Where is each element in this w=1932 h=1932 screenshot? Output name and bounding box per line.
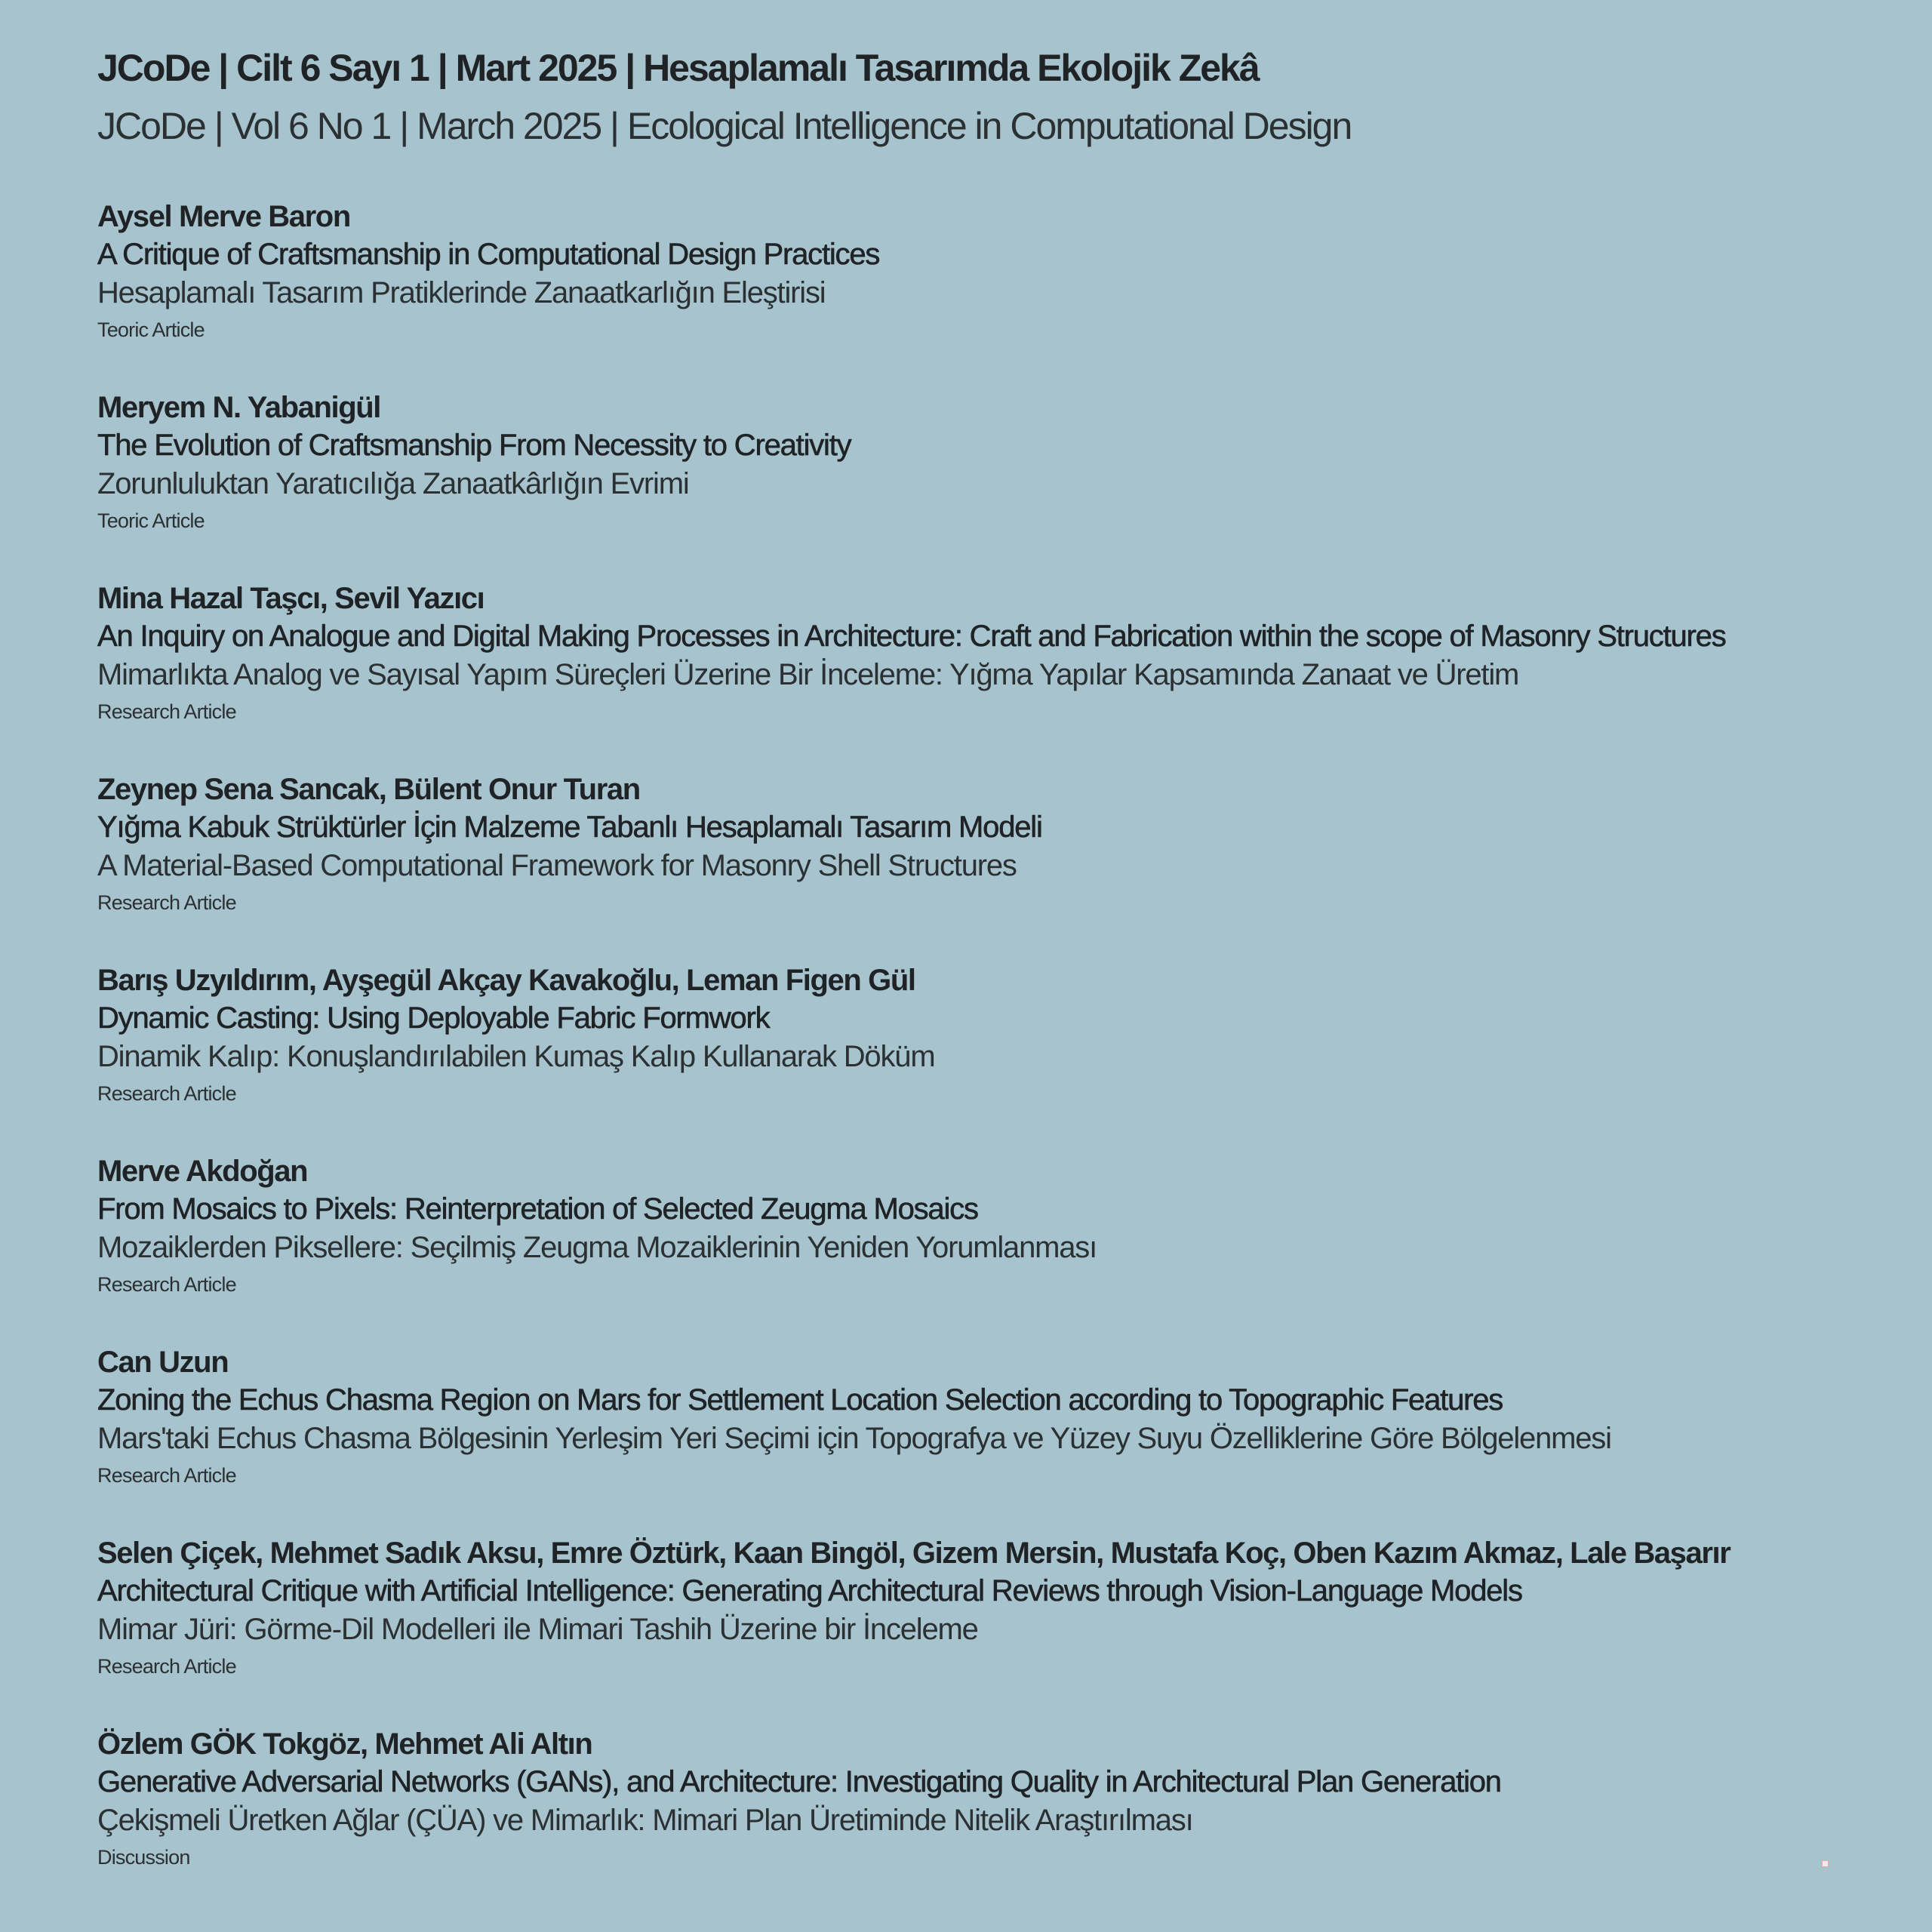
article-type: Teoric Article xyxy=(97,318,205,341)
corner-marker xyxy=(1822,1860,1829,1867)
article-title-translation: Mars'taki Echus Chasma Bölgesinin Yerleşim Yeri Seçimi için Topografya ve Yüzey Suyu Özelliklerine Göre Bölgelenmesi xyxy=(97,1422,1611,1455)
article-title: From Mosaics to Pixels: Reinterpretation of Selected Zeugma Mosaics xyxy=(97,1192,978,1226)
article-type: Research Article xyxy=(97,1464,236,1487)
article-authors: Zeynep Sena Sancak, Bülent Onur Turan xyxy=(97,773,640,806)
issue-title-turkish: JCoDe | Cilt 6 Sayı 1 | Mart 2025 | Hesaplamalı Tasarımda Ekolojik Zekâ xyxy=(97,47,1259,89)
article-title-translation: Dinamik Kalıp: Konuşlandırılabilen Kumaş Kalıp Kullanarak Döküm xyxy=(97,1040,935,1073)
article-type: Discussion xyxy=(97,1846,190,1869)
article-entry xyxy=(97,771,1833,961)
article-title: A Critique of Craftsmanship in Computational Design Practices xyxy=(97,238,880,271)
article-authors: Aysel Merve Baron xyxy=(97,200,350,233)
article-authors: Can Uzun xyxy=(97,1346,229,1379)
article-title-translation: Mimarlıkta Analog ve Sayısal Yapım Süreçleri Üzerine Bir İnceleme: Yığma Yapılar Kapsamında Zanaat ve Üretim xyxy=(97,658,1519,691)
article-title-translation: A Material-Based Computational Framework for Masonry Shell Structures xyxy=(97,849,1017,882)
article-title-translation: Zorunluluktan Yaratıcılığa Zanaatkârlığın Evrimi xyxy=(97,467,689,500)
article-type: Research Article xyxy=(97,1082,236,1105)
article-entry xyxy=(97,1343,1833,1534)
article-title: Generative Adversarial Networks (GANs), and Architecture: Investigating Quality in Architectural Plan Generation xyxy=(97,1765,1501,1798)
article-authors: Meryem N. Yabanigül xyxy=(97,391,381,424)
article-title-translation: Hesaplamalı Tasarım Pratiklerinde Zanaatkarlığın Eleştirisi xyxy=(97,276,826,309)
issue-title-english: JCoDe | Vol 6 No 1 | March 2025 | Ecological Intelligence in Computational Design xyxy=(97,105,1352,147)
article-type: Teoric Article xyxy=(97,509,205,532)
article-type: Research Article xyxy=(97,891,236,914)
article-entry xyxy=(97,1725,1833,1916)
article-title: The Evolution of Craftsmanship From Necessity to Creativity xyxy=(97,429,851,462)
article-title: An Inquiry on Analogue and Digital Making Processes in Architecture: Craft and Fabrication within the scope of Masonry Structures xyxy=(97,620,1726,653)
article-entry xyxy=(97,198,1833,389)
article-title-translation: Mimar Jüri: Görme-Dil Modelleri ile Mimari Tashih Üzerine bir İnceleme xyxy=(97,1613,978,1646)
article-type: Research Article xyxy=(97,700,236,723)
article-type: Research Article xyxy=(97,1273,236,1296)
article-title: Architectural Critique with Artificial Intelligence: Generating Architectural Reviews through Vision-Language Models xyxy=(97,1574,1522,1607)
article-title: Dynamic Casting: Using Deployable Fabric Formwork xyxy=(97,1001,770,1035)
table-of-contents xyxy=(97,42,1833,1916)
article-authors: Merve Akdoğan xyxy=(97,1155,308,1188)
article-authors: Barış Uzyıldırım, Ayşegül Akçay Kavakoğlu, Leman Figen Gül xyxy=(97,964,915,997)
article-entry xyxy=(97,389,1833,580)
article-title: Yığma Kabuk Strüktürler İçin Malzeme Tabanlı Hesaplamalı Tasarım Modeli xyxy=(97,811,1042,844)
article-entry xyxy=(97,961,1833,1152)
article-list xyxy=(97,198,1833,1916)
article-type: Research Article xyxy=(97,1655,236,1678)
article-authors: Selen Çiçek, Mehmet Sadık Aksu, Emre Öztürk, Kaan Bingöl, Gizem Mersin, Mustafa Koç, Oben Kazım Akmaz, Lale Başarır xyxy=(97,1537,1730,1570)
article-title: Zoning the Echus Chasma Region on Mars for Settlement Location Selection according to Topographic Features xyxy=(97,1383,1503,1417)
article-entry xyxy=(97,580,1833,771)
article-authors: Mina Hazal Taşcı, Sevil Yazıcı xyxy=(97,582,485,615)
article-entry xyxy=(97,1152,1833,1343)
article-entry xyxy=(97,1534,1833,1725)
article-title-translation: Mozaiklerden Piksellere: Seçilmiş Zeugma Mozaiklerinin Yeniden Yorumlanması xyxy=(97,1231,1097,1264)
article-title-translation: Çekişmeli Üretken Ağlar (ÇÜA) ve Mimarlık: Mimari Plan Üretiminde Nitelik Araştırılması xyxy=(97,1804,1193,1837)
article-authors: Özlem GÖK Tokgöz, Mehmet Ali Altın xyxy=(97,1727,592,1761)
